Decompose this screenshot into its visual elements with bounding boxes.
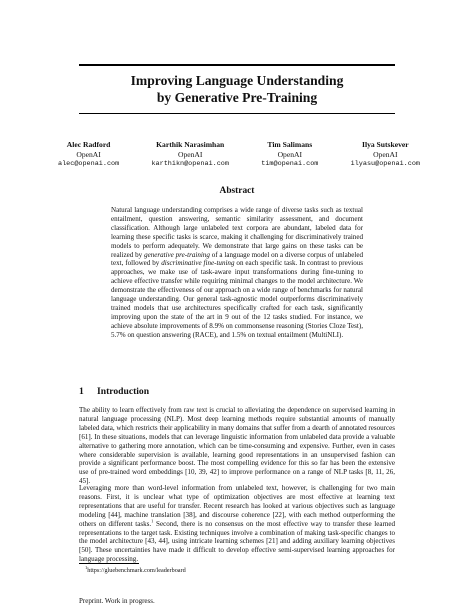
intro-text: Second, there is no consensus on the most effective way to transfer these learned representations to the target task. Existing techniques involve a combination of making task-specific changes to the model architecture [43, 44], using intricate learning schemes [21] and adding auxiliary learning objectives [50]. These uncertainties have made it difficult to develop effective semi-supervised learning approaches for language processing. — [79, 519, 395, 564]
intro-text: Leveraging more than word-level information from unlabeled text, however, is challenging for two main reasons. First, it is unclear what type of optimization objectives are most effective at learning text representations that are useful for transfer. Recent research has looked at various objectives such as language modeling [44], machine translation [38], and discourse coherence [22], with each method outperforming the others on different tasks. — [79, 484, 395, 528]
author-email[interactable]: ilyasu@openai.com — [350, 159, 420, 168]
author-name: Alec Radford — [66, 140, 111, 149]
section-title: Introduction — [97, 386, 150, 397]
abstract-text: Natural language understanding comprises a wide range of diverse tasks such as textual entailment, question answering, semantic similarity assessment, and document classification. Although large unlabeled text corpora are abundant, labeled data for learning these specific tasks is scarce, making it challenging for discriminatively trained models to perform adequately. We demonstrate that large gains on these tasks can be realized by — [111, 206, 363, 259]
abstract-emphasis: discriminative fine-tuning — [161, 259, 235, 268]
author-email[interactable]: karthikn@openai.com — [151, 159, 229, 168]
author-block — [151, 140, 229, 169]
footnote — [85, 564, 186, 574]
author-affiliation: OpenAI — [76, 149, 101, 159]
abstract-emphasis: generative pre-training — [144, 250, 210, 259]
paper-title — [60, 72, 414, 106]
title-top-rule — [79, 64, 395, 66]
author-block — [58, 140, 119, 169]
title-line-1: Improving Language Understanding — [130, 73, 344, 88]
section-heading — [79, 386, 149, 397]
abstract-body — [111, 206, 363, 340]
footnote-number: 1 — [85, 564, 88, 570]
section-number: 1 — [79, 386, 84, 397]
author-affiliation: OpenAI — [373, 149, 398, 159]
author-email[interactable]: alec@openai.com — [58, 159, 120, 168]
author-name: Karthik Narasimhan — [156, 140, 225, 149]
preprint-notice: Preprint. Work in progress. — [79, 597, 155, 605]
author-block — [351, 140, 420, 169]
intro-paragraph: The ability to learn effectively from raw text is crucial to alleviating the dependence on supervised learning in natural language processing (NLP). Most deep learning methods require substantial amounts of manually labeled data, which restricts their applicability in many domains that suffer from a dearth of annotated resources [61]. In these situations, models that can leverage linguistic information from unlabeled data provide a valuable alternative to gathering more annotation, which can be time-consuming and expensive. Further, even in cases where considerable supervision is available, learning good representations in an unsupervised fashion can provide a significant performance boost. The most compelling evidence for this so far has been the extensive use of pre-trained word embeddings [10, 39, 42] to improve performance on a range of NLP tasks [8, 11, 26, 45]. — [79, 406, 395, 486]
footnote-marker[interactable]: 1 — [151, 518, 154, 524]
abstract-heading: Abstract — [219, 186, 255, 196]
title-bottom-rule — [79, 113, 395, 114]
abstract-text: on each specific task. In contrast to previous approaches, we make use of task-aware input transformations during fine-tuning to achieve effective transfer while requiring minimal changes to the model architecture. We demonstrate the effectiveness of our approach on a wide range of benchmarks for natural language understanding. Our general task-agnostic model outperforms discriminatively trained models that use architectures specifically crafted for each task, significantly improving upon the state of the art in 9 out of the 12 tasks studied. For instance, we achieve absolute improvements of 8.9% on commonsense reasoning (Stories Cloze Test), 5.7% on question answering (RACE), and 1.5% on textual entailment (MultiNLI). — [111, 259, 363, 339]
footnote-rule — [79, 563, 139, 564]
title-line-2: by Generative Pre-Training — [156, 90, 318, 105]
intro-paragraph — [79, 484, 395, 564]
author-name: Tim Salimans — [267, 140, 313, 149]
author-affiliation: OpenAI — [277, 149, 303, 159]
author-name: Ilya Sutskever — [362, 140, 409, 149]
author-affiliation: OpenAI — [177, 149, 203, 159]
author-email[interactable]: tim@openai.com — [261, 159, 319, 168]
abstract-text: of a language model on a diverse corpus of unlabeled text, followed by — [111, 250, 363, 268]
author-block — [261, 140, 318, 169]
author-list — [58, 140, 420, 169]
footnote-link[interactable]: https://gluebenchmark.com/leaderboard — [87, 567, 186, 574]
